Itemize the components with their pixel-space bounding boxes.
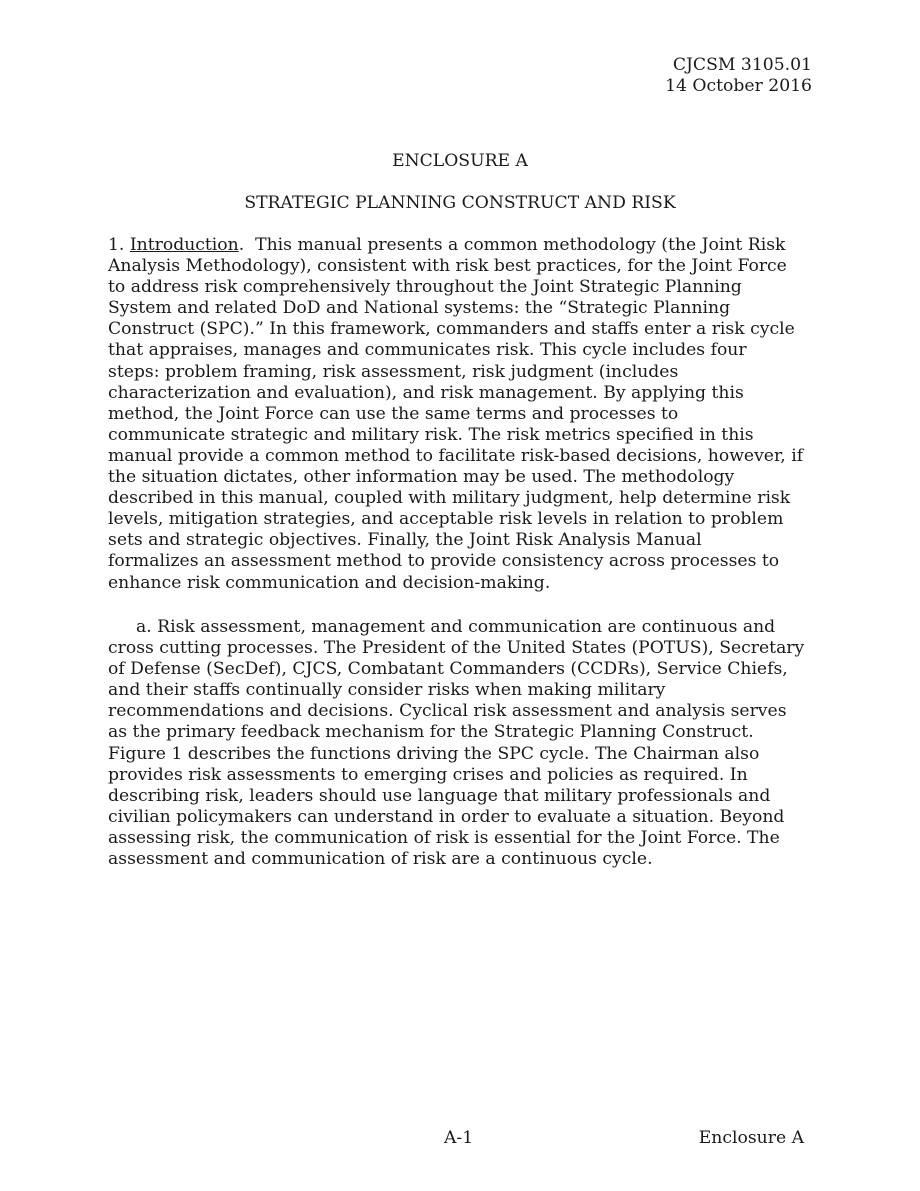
paragraph-line: of Defense (SecDef), CJCS, Combatant Commanders (CCDRs), Service Chiefs, — [108, 659, 788, 680]
paragraph-line: provides risk assessments to emerging crises and policies as required. In — [108, 764, 748, 785]
paragraph-line — [108, 235, 812, 256]
paragraph-line: assessing risk, the communication of risk is essential for the Joint Force. The — [108, 827, 780, 848]
paragraph-line: communicate strategic and military risk. The risk metrics specified in this — [108, 424, 754, 445]
paragraph-line: enhance risk communication and decision-making. — [108, 572, 551, 593]
paragraph-line: describing risk, leaders should use language that military professionals and — [108, 785, 771, 806]
paragraph-line: assessment and communication of risk are a continuous cycle. — [108, 849, 653, 870]
paragraph-line: steps: problem framing, risk assessment, risk judgment (includes — [108, 361, 679, 382]
paragraph-line: that appraises, manages and communicates risk. This cycle includes four — [108, 340, 747, 361]
document-number: CJCSM 3105.01 — [672, 55, 812, 75]
paragraph-subsection-a — [108, 617, 812, 870]
document-header — [665, 55, 812, 97]
paragraph-heading: Introduction — [129, 235, 239, 255]
paragraph-line: levels, mitigation strategies, and acceptable risk levels in relation to problem — [108, 509, 784, 530]
paragraph-heading-end: . — [238, 235, 245, 255]
footer-enclosure-label: Enclosure A — [698, 1128, 804, 1148]
paragraph-line: Analysis Methodology), consistent with risk best practices, for the Joint Force — [108, 256, 787, 277]
paragraph-number: 1. — [108, 235, 130, 255]
paragraph-line: sets and strategic objectives. Finally, the Joint Risk Analysis Manual — [108, 530, 702, 551]
paragraph-line: formalizes an assessment method to provide consistency across processes to — [108, 551, 780, 572]
paragraph-line: Figure 1 describes the functions driving the SPC cycle. The Chairman also — [108, 743, 760, 764]
paragraph-line: a. Risk assessment, management and communication are continuous and — [136, 617, 776, 637]
paragraph-line: as the primary feedback mechanism for the Strategic Planning Construct. — [108, 722, 754, 743]
paragraph-line: and their staffs continually consider risks when making military — [108, 680, 666, 701]
paragraph-line: the situation dictates, other information may be used. The methodology — [108, 467, 735, 488]
paragraph-line-text: This manual presents a common methodology (the Joint Risk — [244, 235, 786, 255]
paragraph-line: System and related DoD and National systems: the “Strategic Planning — [108, 298, 731, 319]
paragraph-line: recommendations and decisions. Cyclical risk assessment and analysis serves — [108, 701, 787, 722]
paragraph-introduction — [108, 235, 812, 594]
paragraph-line: to address risk comprehensively throughout the Joint Strategic Planning — [108, 277, 742, 298]
paragraph-line: characterization and evaluation), and risk management. By applying this — [108, 382, 744, 403]
enclosure-heading: ENCLOSURE A — [392, 151, 528, 171]
document-date: 14 October 2016 — [665, 76, 812, 96]
section-title: STRATEGIC PLANNING CONSTRUCT AND RISK — [244, 193, 676, 213]
paragraph-line: Construct (SPC).” In this framework, commanders and staffs enter a risk cycle — [108, 319, 795, 340]
paragraph-line: civilian policymakers can understand in order to evaluate a situation. Beyond — [108, 806, 785, 827]
paragraph-line: method, the Joint Force can use the same terms and processes to — [108, 403, 679, 424]
footer-page-number: A-1 — [444, 1128, 474, 1148]
paragraph-line: described in this manual, coupled with military judgment, help determine risk — [108, 488, 791, 509]
paragraph-line: cross cutting processes. The President of the United States (POTUS), Secretary — [108, 638, 805, 659]
paragraph-line: manual provide a common method to facilitate risk-based decisions, however, if — [108, 445, 804, 466]
